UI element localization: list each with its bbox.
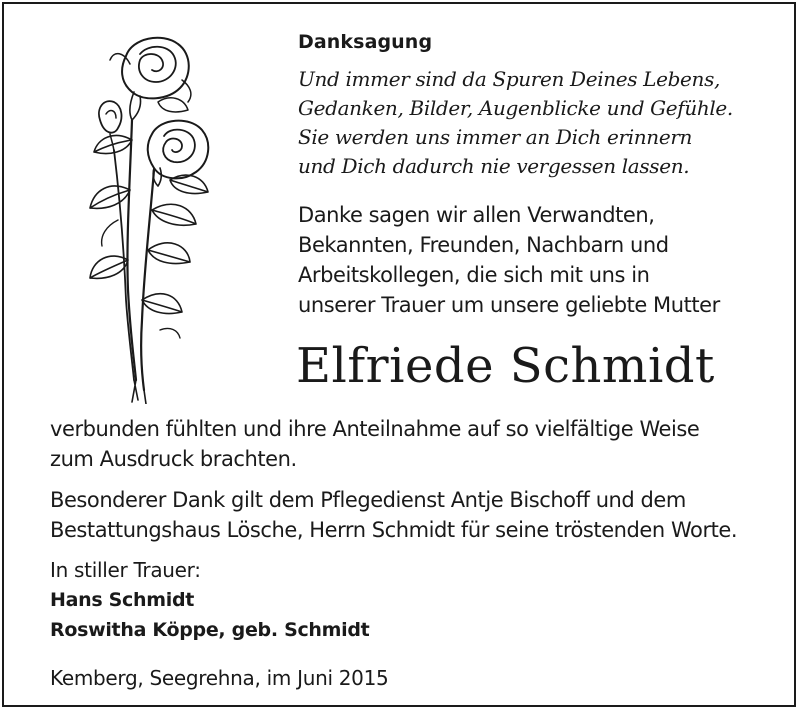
- thanks-paragraph: [298, 200, 778, 320]
- signature-block: [50, 555, 369, 645]
- poem-line: Gedanken, Bilder, Augenblicke und Gefühle.: [298, 96, 733, 120]
- special-thanks-line: Bestattungshaus Lösche, Herrn Schmidt für seine tröstenden Worte.: [50, 518, 738, 542]
- poem: [298, 65, 778, 181]
- roses-illustration: [70, 30, 230, 404]
- heading: Danksagung: [298, 31, 433, 53]
- deceased-name: Elfriede Schmidt: [296, 338, 715, 394]
- continuation-paragraph: [50, 414, 790, 474]
- poem-line: und Dich dadurch nie vergessen lassen.: [298, 154, 690, 178]
- thanks-line: Bekannten, Freunden, Nachbarn und: [298, 233, 669, 257]
- mourner-name: Roswitha Köppe, geb. Schmidt: [50, 619, 370, 641]
- special-thanks-paragraph: [50, 485, 790, 545]
- thanks-line: Danke sagen wir allen Verwandten,: [298, 203, 655, 227]
- poem-line: Und immer sind da Spuren Deines Lebens,: [298, 67, 720, 91]
- continuation-line: verbunden fühlten und ihre Anteilnahme auf so vielfältige Weise: [50, 417, 700, 441]
- mourning-label: In stiller Trauer:: [50, 558, 201, 582]
- notice-frame: [2, 2, 796, 707]
- thanks-line: Arbeitskollegen, die sich mit uns in: [298, 263, 650, 287]
- special-thanks-line: Besonderer Dank gilt dem Pflegedienst Antje Bischoff und dem: [50, 488, 686, 512]
- thanks-line: unserer Trauer um unsere geliebte Mutter: [298, 293, 720, 317]
- place-date: Kemberg, Seegrehna, im Juni 2015: [50, 666, 389, 690]
- poem-line: Sie werden uns immer an Dich erinnern: [298, 125, 693, 149]
- mourner-name: Hans Schmidt: [50, 589, 195, 611]
- continuation-line: zum Ausdruck brachten.: [50, 447, 297, 471]
